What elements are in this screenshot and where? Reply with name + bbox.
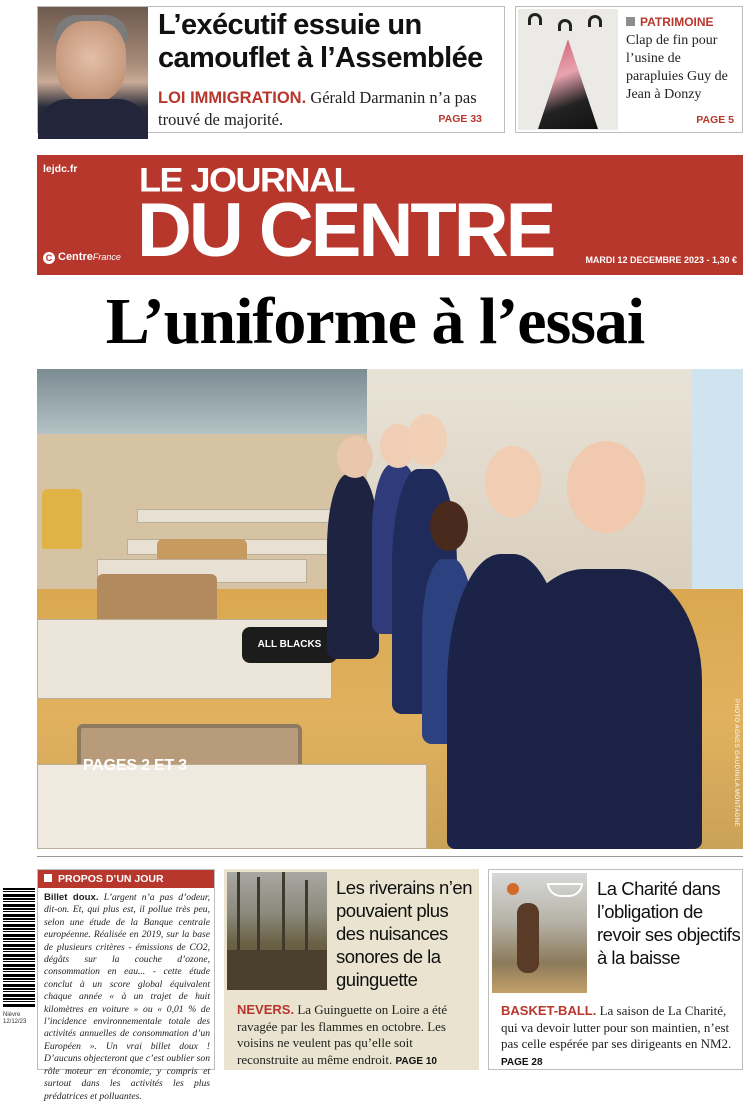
date-price: MARDI 12 DECEMBRE 2023 - 1,30 € (585, 255, 737, 265)
barcode-label: Nièvre 12/12/23 (3, 1012, 27, 1025)
teaser-page-ref[interactable]: PAGE 33 (438, 113, 482, 125)
riverains-page-ref[interactable]: PAGE 10 (395, 1055, 437, 1067)
main-photo[interactable] (37, 369, 743, 849)
barcode (3, 888, 35, 1008)
side-text[interactable]: Clap de fin pour l’usine de parapluies Guy de Jean à Donzy (626, 33, 728, 102)
basketball-photo (492, 873, 587, 993)
guinguette-photo (227, 872, 327, 990)
riverains-text: NEVERS. La Guinguette on Loire a été ravagée par les flammes en octobre. Les voisins ne veulent pas qu’elle soit reconstruite au même endroit. PAGE 10 (237, 1002, 448, 1067)
teaser-patrimoine[interactable] (515, 6, 743, 133)
centre-france-icon: C (43, 252, 55, 264)
main-headline[interactable]: L’uniforme à l’essai (105, 285, 645, 358)
divider (37, 856, 743, 857)
masthead-title-line2: DU CENTRE (137, 188, 554, 273)
umbrella-photo (518, 9, 618, 130)
pencil-case: ALL BLACKS (242, 627, 337, 663)
teaser-body: Gérald Darmanin n’a pas trouvé de majorité. (158, 88, 477, 129)
centre-france-logo: C CentreFrance (43, 251, 121, 264)
teaser-charite[interactable] (488, 869, 743, 1070)
propos-text: Billet doux. L’argent n’a pas d’odeur, dit-on. Et, qui plus est, il pollue très peu, selon une étude de la Banque centrale européenne. Réalisée en 2019, sur la base de plusieurs critères - émissions de CO2, dégâts sur la couche d’ozone, consommation en eau... - cette étude conclut à un score global équivalent chaque année « à un trajet de huit kilomètres en voiture » ou « 0,01 % de l’incidence environnementale totale des activités annuelles de consommation d’un Européen ». Un vrai billet doux ! D’aucuns objecteront que c’est oublier son rôle moteur en économie, y compris et surtout dans les activités les plus prédatrices et polluantes. (44, 892, 210, 1102)
pages-ref[interactable]: PAGES 2 ET 3 (83, 757, 188, 774)
side-kicker: PATRIMOINE (626, 15, 714, 29)
teaser-title[interactable]: L’exécutif essuie un camouflet à l’Assemblée (158, 9, 483, 74)
photo-credit: PHOTO AGNES GAUDIN/LA MONTAGNE (733, 699, 739, 828)
teaser-kicker: LOI IMMIGRATION. (158, 89, 307, 107)
propos-header: PROPOS D’UN JOUR (38, 870, 214, 888)
square-icon (44, 874, 52, 882)
site-url[interactable]: lejdc.fr (43, 163, 78, 175)
riverains-title[interactable]: Les riverains n’en pouvaient plus des nuisances sonores de la guinguette (336, 877, 472, 990)
charite-text: BASKET-BALL. La saison de La Charité, qui va devoir lutter pour son maintien, n’est pas celle espérée par ses dirigeants en NM2. PAGE 28 (501, 1003, 732, 1068)
charite-title[interactable]: La Charité dans l’obligation de revoir ses objectifs à la baisse (597, 878, 741, 968)
teaser-riverains[interactable] (224, 869, 479, 1070)
masthead (37, 155, 743, 275)
darmanin-photo (38, 7, 148, 132)
charite-page-ref[interactable]: PAGE 28 (501, 1056, 543, 1068)
propos-column (37, 869, 215, 1102)
teaser-immigration[interactable] (37, 6, 505, 133)
masthead-title-line1: LE JOURNAL (139, 160, 355, 199)
side-page-ref[interactable]: PAGE 5 (696, 114, 734, 126)
